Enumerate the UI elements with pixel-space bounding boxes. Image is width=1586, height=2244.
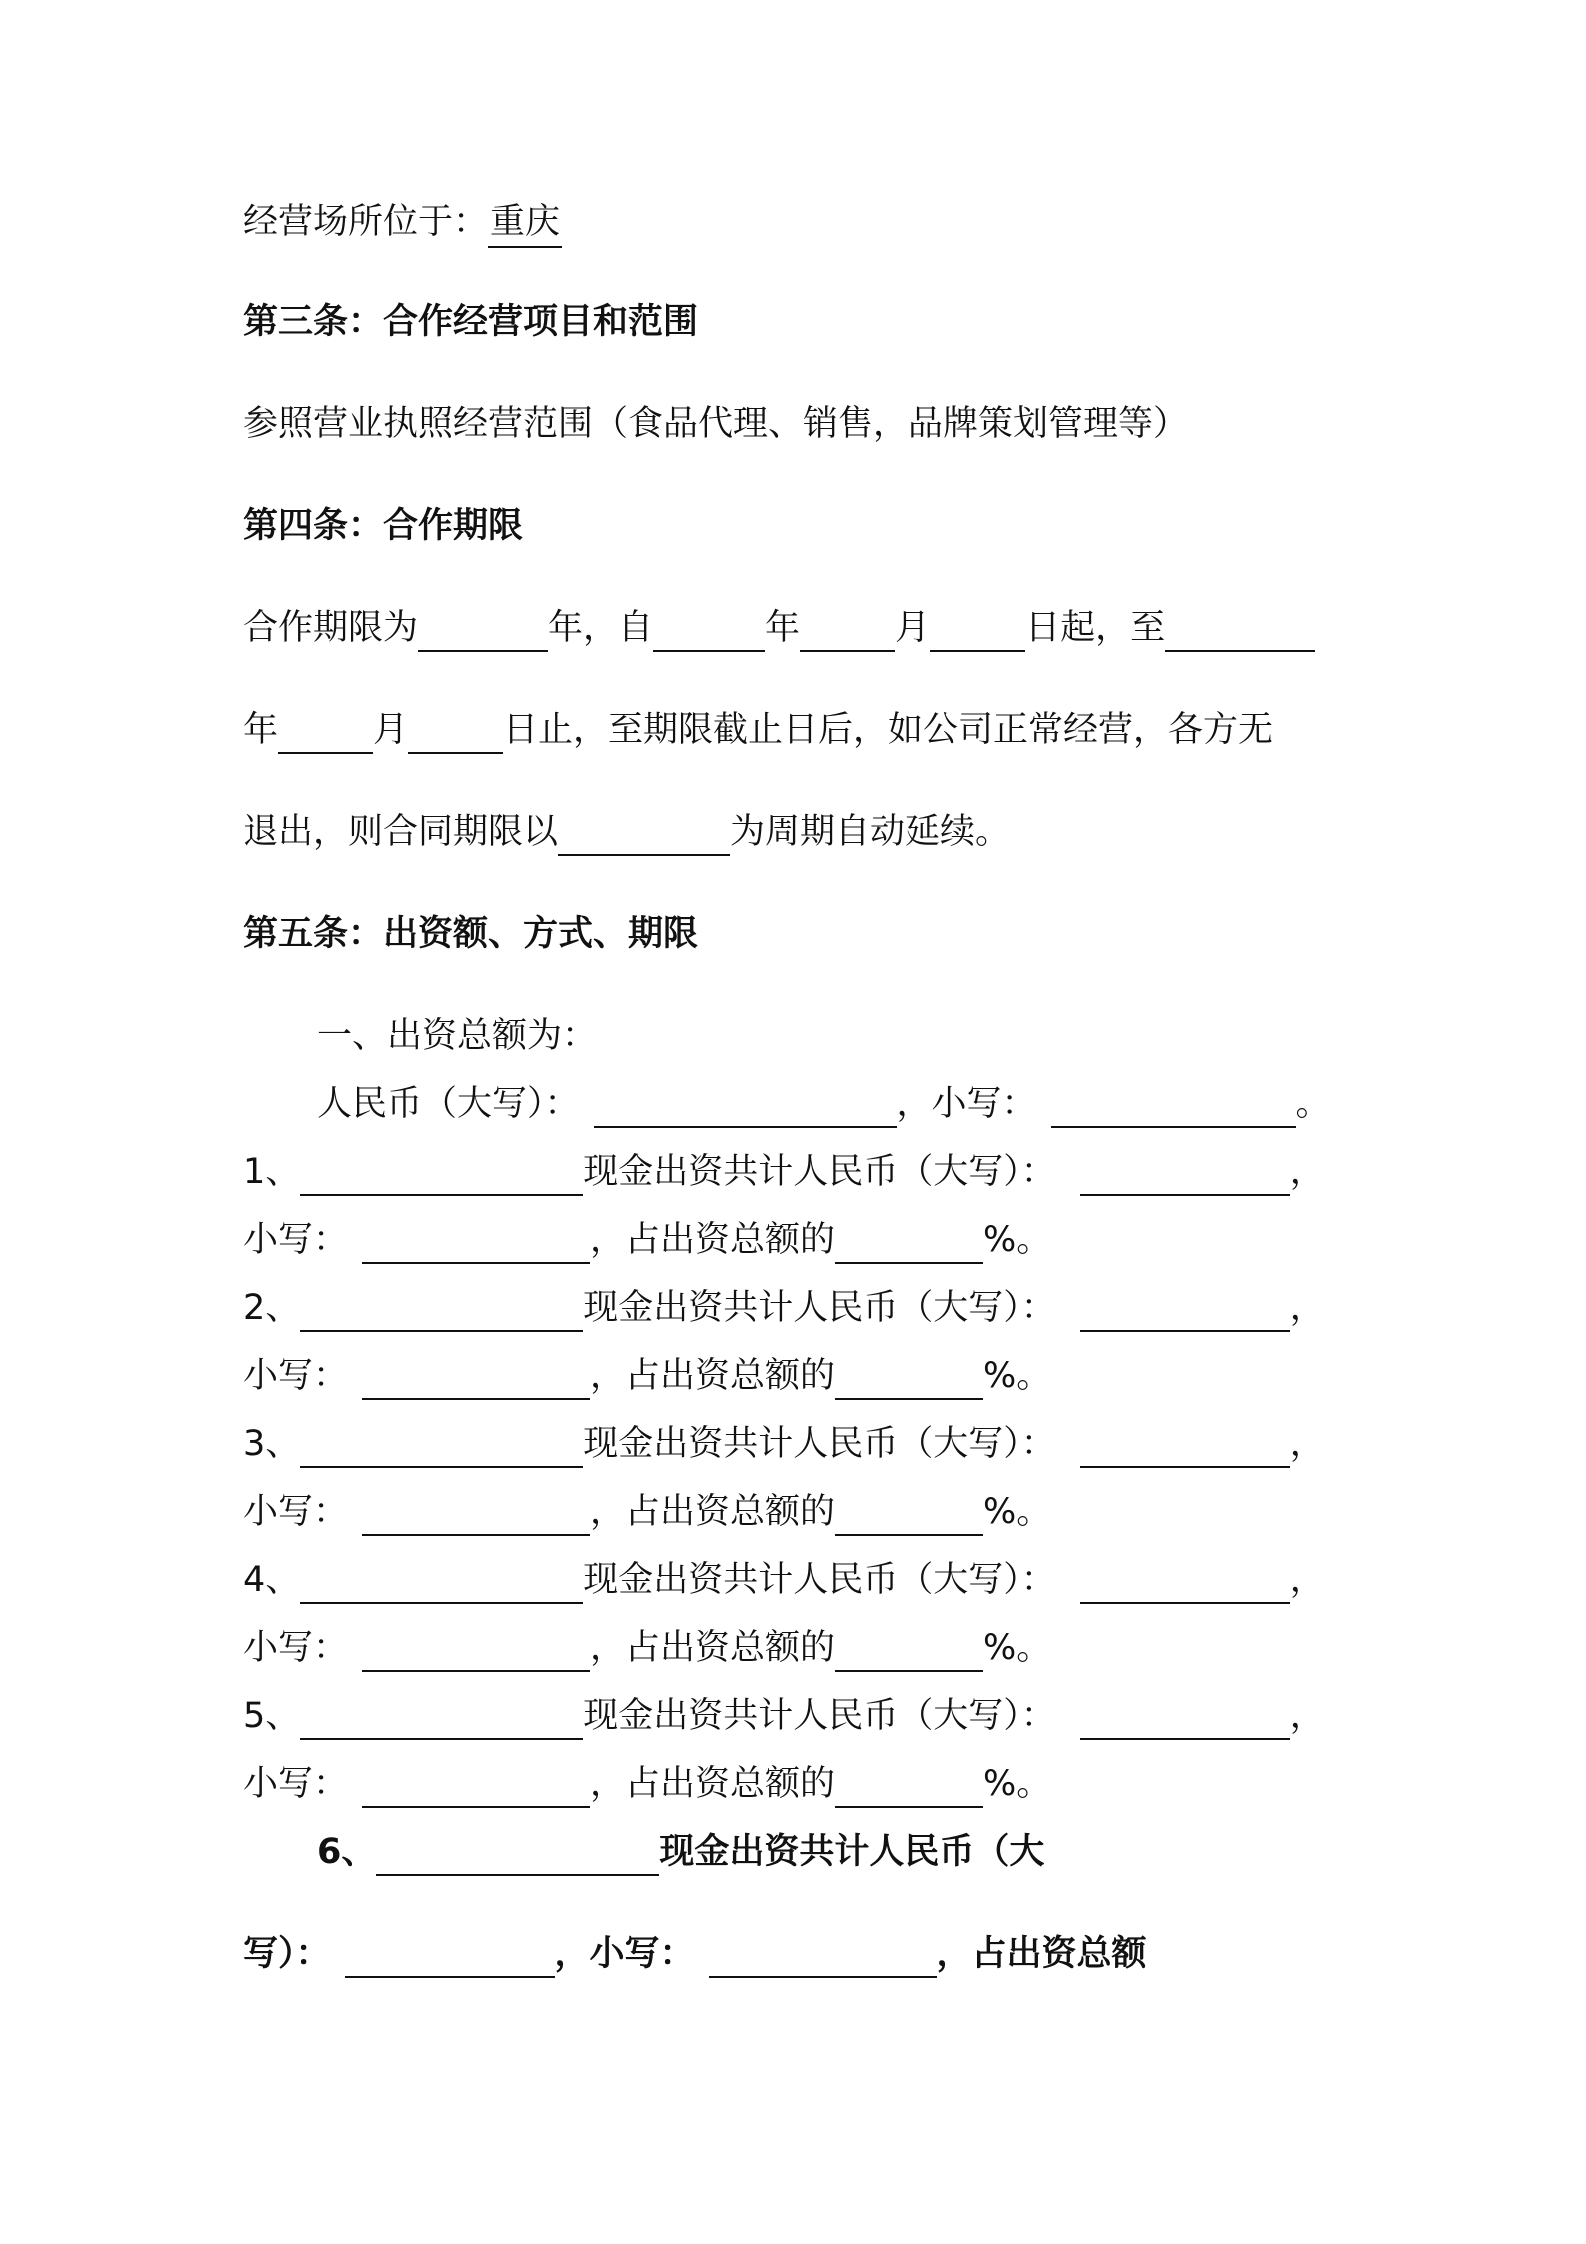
article4-heading: 第四条：合作期限 [243,506,524,546]
contribution-6-text: 现金出资共计人民币（大 [659,1832,1045,1872]
term-text-2: 年，自 [548,608,654,648]
end-day-blank[interactable] [408,712,503,754]
contribution-number: 5、 [243,1696,301,1736]
article3-heading: 第三条：合作经营项目和范围 [243,302,699,342]
contribution-percent-blank[interactable] [835,1358,983,1400]
contribution-small-label: 小写： [243,1356,349,1396]
contribution-uppercase-blank[interactable] [1080,1426,1290,1468]
term-text-9: 退出，则合同期限以 [243,812,559,852]
contributor-name-blank[interactable] [300,1154,583,1196]
contributor-name-blank[interactable] [300,1562,583,1604]
contribution-text: 现金出资共计人民币（大写）： [583,1288,1056,1328]
contribution-text: 现金出资共计人民币（大写）： [583,1152,1056,1192]
term-line-1 [243,604,1315,652]
end-year-blank[interactable] [1165,610,1315,652]
contribution-6-line-a [317,1828,1044,1876]
contribution-number: 3、 [243,1424,301,1464]
start-year-blank[interactable] [653,610,765,652]
contribution-small-label: 小写： [243,1628,349,1668]
contribution-number: 1、 [243,1152,301,1192]
term-text-4: 月 [895,608,931,648]
rmb-text-2: ，小写： [896,1084,1037,1124]
total-uppercase-blank[interactable] [594,1086,897,1128]
contribution-text: 现金出资共计人民币（大写）： [583,1696,1056,1736]
contribution-2-line-a [243,1284,1325,1332]
term-text-6: 年 [243,710,279,750]
term-text-10: 为周期自动延续。 [730,812,1011,852]
contribution-comma: ， [1289,1288,1325,1328]
term-text-3: 年 [765,608,801,648]
contribution-small-label: 小写： [243,1220,349,1260]
contribution-comma: ， [1289,1424,1325,1464]
contribution-pct: %。 [983,1356,1052,1396]
contribution-4-line-a [243,1556,1325,1604]
contribution-3-line-b [243,1488,1051,1536]
contribution-ratio-text: ，占出资总额的 [590,1220,836,1260]
term-years-blank[interactable] [418,610,548,652]
location-line [243,198,562,246]
end-month-blank[interactable] [278,712,373,754]
contribution-comma: ， [1289,1152,1325,1192]
term-text-1: 合作期限为 [243,608,419,648]
contribution-comma: ， [1289,1696,1325,1736]
contribution-ratio-text: ，占出资总额的 [590,1628,836,1668]
rmb-text-3: 。 [1295,1084,1331,1124]
rmb-text-1: 人民币（大写）： [317,1084,580,1124]
contribution-small-label: 小写： [243,1492,349,1532]
contribution-6-line-b [243,1930,1147,1978]
contributor-name-blank[interactable] [300,1290,583,1332]
contribution-percent-blank[interactable] [835,1766,983,1808]
contribution-6-lowercase-blank[interactable] [709,1936,937,1978]
contribution-5-line-a [243,1692,1325,1740]
rmb-line [317,1080,1331,1128]
contribution-uppercase-blank[interactable] [1080,1562,1290,1604]
contribution-ratio-text: ，占出资总额的 [590,1356,836,1396]
contribution-6-text-2: 写）： [243,1934,331,1974]
contribution-lowercase-blank[interactable] [362,1494,590,1536]
contribution-lowercase-blank[interactable] [362,1222,590,1264]
start-day-blank[interactable] [930,610,1025,652]
contribution-5-line-b [243,1760,1051,1808]
contribution-ratio-text: ，占出资总额的 [590,1764,836,1804]
contribution-lowercase-blank[interactable] [362,1630,590,1672]
contribution-text: 现金出资共计人民币（大写）： [583,1424,1056,1464]
contribution-pct: %。 [983,1492,1052,1532]
renewal-period-blank[interactable] [558,814,730,856]
contribution-pct: %。 [983,1764,1052,1804]
contribution-percent-blank[interactable] [835,1630,983,1672]
contribution-pct: %。 [983,1220,1052,1260]
contribution-4-line-b [243,1624,1051,1672]
contribution-percent-blank[interactable] [835,1222,983,1264]
term-line-3 [243,808,1010,856]
location-value: 重庆 [488,198,562,248]
contribution-lowercase-blank[interactable] [362,1766,590,1808]
contribution-1-line-b [243,1216,1051,1264]
article5-heading: 第五条：出资额、方式、期限 [243,914,699,954]
contribution-6-uppercase-blank[interactable] [345,1936,555,1978]
start-month-blank[interactable] [800,610,895,652]
location-label: 经营场所位于： [243,202,489,242]
contribution-uppercase-blank[interactable] [1080,1290,1290,1332]
contributor-6-name-blank[interactable] [376,1834,659,1876]
term-text-5: 日起，至 [1025,608,1166,648]
contribution-6-text-4: ，占出资总额 [936,1934,1147,1974]
contribution-text: 现金出资共计人民币（大写）： [583,1560,1056,1600]
contribution-6-text-3: ，小写： [554,1934,695,1974]
contributor-name-blank[interactable] [300,1426,583,1468]
contributor-name-blank[interactable] [300,1698,583,1740]
contribution-3-line-a [243,1420,1325,1468]
contribution-uppercase-blank[interactable] [1080,1698,1290,1740]
article3-text: 参照营业执照经营范围（食品代理、销售，品牌策划管理等） [243,404,1189,444]
total-heading: 一、出资总额为： [317,1016,598,1056]
term-line-2 [243,706,1273,754]
contribution-number: 2、 [243,1288,301,1328]
term-text-7: 月 [373,710,409,750]
term-text-8: 日止，至期限截止日后，如公司正常经营，各方无 [503,710,1274,750]
total-lowercase-blank[interactable] [1051,1086,1296,1128]
contribution-small-label: 小写： [243,1764,349,1804]
contribution-pct: %。 [983,1628,1052,1668]
contribution-6-number: 6、 [317,1832,377,1872]
contribution-ratio-text: ，占出资总额的 [590,1492,836,1532]
contribution-lowercase-blank[interactable] [362,1358,590,1400]
contribution-1-line-a [243,1148,1325,1196]
contribution-percent-blank[interactable] [835,1494,983,1536]
contribution-comma: ， [1289,1560,1325,1600]
contribution-number: 4、 [243,1560,301,1600]
contribution-uppercase-blank[interactable] [1080,1154,1290,1196]
contribution-2-line-b [243,1352,1051,1400]
